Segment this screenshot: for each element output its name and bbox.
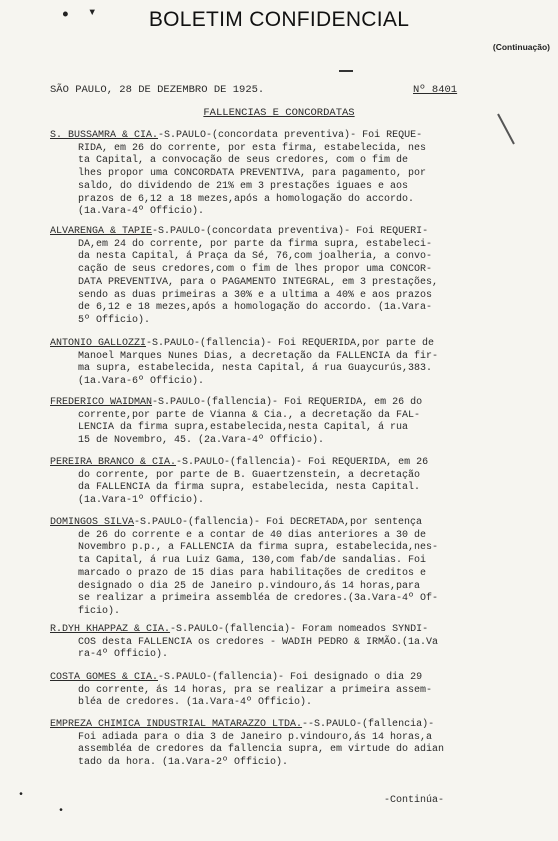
entry (50, 457, 528, 508)
ink-dot-mark: • (60, 6, 71, 26)
ink-dash-mark (339, 70, 353, 72)
entry-line: RIDA, em 26 do corrente, por esta firma, estabelecida, nes (78, 142, 427, 154)
entry-company-name: FREDERICO WAIDMAN (50, 397, 153, 408)
entry-first-line (50, 397, 528, 410)
date-line: SÃO PAULO, 28 DE DEZEMBRO DE 1925. (50, 84, 265, 96)
entry-line: DA,em 24 do corrente, por parte da firma supra, estabeleci- (78, 238, 433, 250)
entry-line: (1a.Vara-1º Officio). (78, 495, 205, 507)
document-title: BOLETIM CONFIDENCIAL (148, 8, 410, 31)
entry-first-line (50, 672, 528, 685)
entry-first-line (50, 719, 528, 732)
entry-line: LENCIA da firma supra,estabelecida,nesta Capital, á rua (78, 422, 409, 434)
entry-company-name: COSTA GOMES & CIA. (50, 672, 159, 683)
entry (50, 517, 528, 619)
entry-company-name: S. BUSSAMRA & CIA. (50, 130, 159, 141)
entry-line: lhes propor uma CONCORDATA PREVENTIVA, para pagamento, por (78, 168, 427, 180)
entry-line: marcado o prazo de 15 dias para habilitações de creditos e (78, 567, 427, 579)
entry-first-line (50, 130, 528, 143)
entry-line: ma supra, estabelecida, nesta Capital, á rua Guaycurús,383. (78, 363, 433, 375)
entry-first-line (50, 338, 528, 351)
entry-line: 15 de Novembro, 45. (2a.Vara-4º Officio). (78, 435, 325, 447)
entry-first-line-text: -S.PAULO-(concordata preventiva)- Foi REQUERI- (152, 226, 429, 237)
entry-line: ficio). (78, 605, 121, 617)
entry-line: 5º Officio). (78, 314, 151, 326)
entry-line: (1a.Vara-4º Officio). (78, 206, 205, 218)
entry-line: bléa de credores. (1a.Vara-4º Officio). (78, 697, 313, 709)
entry-line: ta Capital, á rua Luiz Gama, 130,com fab/de sandalias. Foi (78, 555, 427, 567)
entry-line: de 6,12 e 18 mezes,após a homologação do accordo. (1a.Vara- (78, 302, 433, 314)
section-title: FALLENCIAS E CONCORDATAS (203, 107, 355, 119)
entry-line: DATA PREVENTIVA, para o PAGAMENTO INTEGRAL, em 3 prestações, (78, 276, 439, 288)
continues-note: -Continúa- (384, 795, 445, 806)
entry-company-name: ALVARENGA & TAPIE (50, 226, 153, 237)
entry-first-line-text: -S.PAULO-(fallencia)- Foi DECRETADA,por sentença (134, 517, 423, 528)
entry-line: Foi adiada para o dia 3 de Janeiro p.vindouro,ás 14 horas,a (78, 731, 433, 743)
entry-first-line-text: -S.PAULO-(fallencia)- Foi REQUERIDA, em 26 (176, 457, 429, 468)
entry-line: ra-4º Officio). (78, 649, 169, 661)
entry-first-line (50, 226, 528, 239)
entry-company-name: PEREIRA BRANCO & CIA. (50, 457, 177, 468)
entry (50, 624, 528, 662)
bulletin-number: Nº 8401 (413, 84, 458, 96)
entry-line: de 26 do corrente e a contar de 40 dias anteriores a 30 de (78, 529, 427, 541)
entry-line: do corrente, ás 14 horas, pra se realizar a primeira assem- (78, 684, 433, 696)
entry (50, 226, 528, 328)
entry-line: assembléa de credores da fallencia supra, em virtude do adian (78, 744, 445, 756)
entry-line: sendo as duas primeiras a 30% e a ultima a 40% e aos prazos (78, 289, 433, 301)
entry-line: se realizar a primeira assembléa de credores.(3a.Vara-4º Of- (78, 593, 439, 605)
entry-line: prazos de 6,12 a 18 mezes,após a homologação do accordo. (78, 193, 415, 205)
entry-line: da FALLENCIA da firma supra, estabelecida, nesta Capital. (78, 482, 421, 494)
entry-company-name: R.DYH KHAPPAZ & CIA. (50, 624, 171, 635)
entry-line: Novembro p.p., a FALLENCIA da firma supra, estabelecida,nes- (78, 542, 439, 554)
entry (50, 397, 528, 448)
entry-first-line-text: -S.PAULO-(fallencia)- Foi designado o dia 29 (158, 672, 423, 683)
entry-line: tado da hora. (1a.Vara-2º Officio). (78, 757, 289, 769)
continuation-note: (Continuação) (492, 42, 550, 52)
ink-dot-mark: ▾ (88, 5, 97, 21)
ink-dot-mark: • (18, 790, 25, 801)
entry-line: Manoel Marques Nunes Dias, a decretação da FALLENCIA da fir- (78, 350, 439, 362)
entry-line: ta Capital, a convocação de seus credores, com o fim de (78, 155, 409, 167)
entry-line: COS desta FALLENCIA os credores - WADIH PEDRO & IRMÃO.(1a.Va (78, 636, 439, 648)
entry-company-name: ANTONIO GALLOZZI (50, 338, 147, 349)
entry-first-line (50, 624, 528, 637)
entry-line: designado o dia 25 de Janeiro p.vindouro,ás 14 horas,para (78, 580, 421, 592)
entry-first-line-text: -S.PAULO-(fallencia)- Foram nomeados SYNDI- (170, 624, 429, 635)
entry-first-line-text: --S.PAULO-(fallencia)- (302, 719, 435, 730)
entry-first-line-text: -S.PAULO-(fallencia)- Foi REQUERIDA,por parte de (146, 338, 435, 349)
entry-line: saldo, do dividendo de 21% em 3 prestações iguaes e aos (78, 180, 409, 192)
entry-line: do corrente, por parte de B. Guaertzenstein, a decretação (78, 469, 421, 481)
entry-line: da nesta Capital, á Praça da Sé, 76,com joalheria, a convo- (78, 251, 433, 263)
entry-first-line (50, 457, 528, 470)
entry-first-line-text: -S.PAULO-(fallencia)- Foi REQUERIDA, em 26 do (152, 397, 423, 408)
entry-company-name: DOMINGOS SILVA (50, 517, 135, 528)
entry-line: corrente,por parte de Vianna & Cia., a decretação da FAL- (78, 409, 421, 421)
ink-dot-mark: • (58, 806, 65, 817)
entry (50, 338, 528, 389)
entry-company-name: EMPREZA CHIMICA INDUSTRIAL MATARAZZO LTDA. (50, 719, 303, 730)
entry (50, 719, 528, 770)
entry-first-line-text: -S.PAULO-(concordata preventiva)- Foi REQUE- (158, 130, 423, 141)
entry-line: (1a.Vara-6º Officio). (78, 376, 205, 388)
entry-first-line (50, 517, 528, 530)
entry (50, 672, 528, 710)
entry-line: cação de seus credores,com o fim de lhes propor uma CONCOR- (78, 264, 433, 276)
entry (50, 130, 528, 219)
